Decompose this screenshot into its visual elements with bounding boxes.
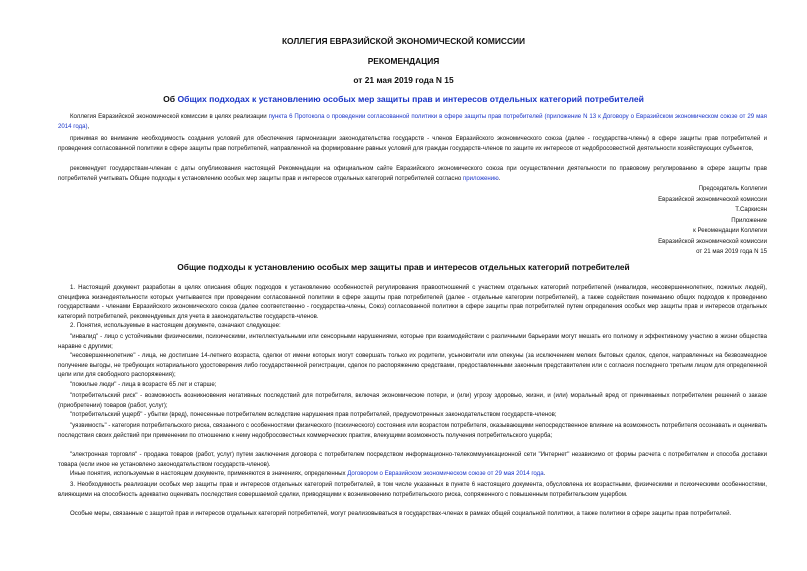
appendix-line: Евразийской экономической комиссии: [658, 237, 767, 245]
definition-consumer-damage: "потребительский ущерб" - убытки (вред), понесенные потребителем вследствие нарушения прав потребителей, предусмотренных законодательством государств-членов;: [70, 411, 557, 418]
appendix-link[interactable]: приложению: [462, 174, 499, 182]
title-prefix: Об: [163, 94, 178, 104]
definition-elderly: "пожилые люди" - лица в возрасте 65 лет и старше;: [70, 381, 217, 388]
protocol-link[interactable]: пункта 6 Протокола о проведении согласованной политики в сфере защиты прав потребителей (приложение N 13 к Договору о Евразийском экономическом союзе от 29 мая 2014 года): [58, 113, 767, 130]
intro-paragraph-3: [58, 164, 767, 183]
treaty-link[interactable]: Договором о Евразийском экономическом союзе от 29 мая 2014 года: [347, 470, 544, 477]
definition-vulnerability: "уязвимость" - категория потребительского риска, связанного с особенностями физического (психического) состояния или возрастом потребителя, оказывающими непосредственное влияние на возможность потребителя осознавать и оценивать последствия своих действий при применении по отношению к нему недобросовестных коммерческих практик, влекущими возможность получения потребительского ущерба;: [58, 422, 767, 439]
recommendation-text-end: .: [498, 174, 501, 182]
signature-block: [658, 184, 767, 258]
definition-e-commerce: "электронная торговля" - продажа товаров (работ, услуг) путем заключения договора с потребителем посредством информационно-телекоммуникационной сети "Интернет" независимо от формы расчета с потребителем и способа доставки товара (если иное не установлено законодательством государств-членов).: [58, 451, 767, 468]
definition-minors: "несовершеннолетние" - лица, не достигшие 14-летнего возраста, сделки от имени которых могут совершать только их родители, усыновители или опекуны (за исключением мелких бытовых сделок, сделок, направленных на безвозмездное получение выгоды, не требующих нотариального удостоверения либо государственной регистрации, сделок по распоряжению средствами, предоставленными законным представителем или с согласия последнего третьим лицом для определенной цели или для свободного распоряжения);: [58, 352, 767, 379]
section-paragraph-1: 1. Настоящий документ разработан в целях описания общих подходов к установлению особенностей регулирования правоотношений с участием отдельных категорий потребителей (инвалидов, несовершеннолетних, пожилых людей), специфика жизнедеятельности которых учитывается при проведении согласованной политики в сфере защиты прав потребителей (далее - отдельные категории потребителей), а также содействия пониманию общих подходов к проведению государствами - членами Евразийского экономического союза (далее соответственно - государства-члены, Союз) согласованной политики в сфере защиты прав потребителей путем определения особых мер защиты прав и интересов отдельных категорий потребителей, рекомендуемых для учета в законодательстве государств-членов.: [58, 284, 767, 320]
document-title: [0, 94, 807, 104]
signature-line: Евразийской экономической комиссии: [658, 195, 767, 203]
title-link[interactable]: Общих подходах к установлению особых мер защиты прав и интересов отдельных категорий потребителей: [177, 94, 644, 104]
other-terms-end: .: [543, 470, 546, 477]
document-date: от 21 мая 2019 года N 15: [353, 75, 454, 85]
intro-paragraph-2: принимая во внимание необходимость создания условий для обеспечения гармонизации законодательства государств - членов Евразийского экономического союза (далее - государства-члены) в сфере защиты прав потребителей и проведения согласованной политики в сфере защиты прав потребителей, направленной на формирование равных условий для граждан государств-членов по защите их интересов от недобросовестной деятельности хозяйствующих субъектов,: [58, 135, 767, 152]
appendix-line: Приложение: [731, 216, 767, 224]
signature-line: Председатель Коллегии: [698, 185, 767, 192]
section-paragraph-3: 3. Необходимость реализации особых мер защиты прав и интересов отдельных категорий потребителей, в том числе указанных в пункте 6 настоящего документа, обусловлена их возрастными, физическими и психическими особенностями, влияющими на способность адекватно оценивать последствия совершаемой сделки, приводящими к возникновению потребительского риска, сопряженного с повышенным потребительским ущербом.: [58, 481, 767, 498]
recommendation-text: рекомендует государствам-членам с даты опубликования настоящей Рекомендации на официальном сайте Евразийского экономического союза при осуществлении деятельности по правовому регулированию в сфере защиты прав потребителей учитывать Общие подходы к установлению особых мер защиты прав и интересов отдельных категорий потребителей согласно: [58, 165, 767, 182]
appendix-line: от 21 мая 2019 года N 15: [696, 248, 767, 255]
definition-consumer-risk: "потребительский риск" - возможность возникновения негативных последствий для потребителя, включая экономические потери, и (или) угрозу здоровью, жизни, и (или) моральный вред от принимаемых потребителем решений о заказе (приобретении) товаров (работ, услуг);: [58, 392, 767, 409]
other-terms-paragraph: [58, 469, 767, 479]
appendix-line: к Рекомендации Коллегии: [693, 227, 767, 234]
issuer-heading: КОЛЛЕГИЯ ЕВРАЗИЙСКОЙ ЭКОНОМИЧЕСКОЙ КОМИССИИ: [281, 36, 526, 46]
definition-disabled: "инвалид" - лицо с устойчивыми физическими, психическими, интеллектуальными или сенсорными нарушениями, которые при взаимодействии с различными барьерами могут мешать его полному и эффективному участию в жизни общества наравне с другими;: [58, 333, 767, 350]
section-paragraph-2: 2. Понятия, используемые в настоящем документе, означают следующее:: [70, 322, 281, 329]
intro-text: Коллегия Евразийской экономической комиссии в целях реализации: [70, 113, 269, 120]
intro-paragraph-1: [58, 112, 767, 131]
section-title: Общие подходы к установлению особых мер защиты прав и интересов отдельных категорий потребителей: [177, 262, 630, 272]
intro-text-end: ,: [87, 122, 90, 130]
signature-line: Т.Саркисян: [735, 206, 767, 213]
other-terms-text: Иные понятия, используемые в настоящем документе, применяются в значениях, определенных: [70, 470, 348, 477]
document-type: РЕКОМЕНДАЦИЯ: [367, 56, 440, 66]
section-paragraph-4: Особые меры, связанные с защитой прав и интересов отдельных категорий потребителей, могут реализовываться в государствах-членах в рамках общей социальной политики, а также политики в сфере защиты прав потребителей.: [70, 510, 732, 517]
